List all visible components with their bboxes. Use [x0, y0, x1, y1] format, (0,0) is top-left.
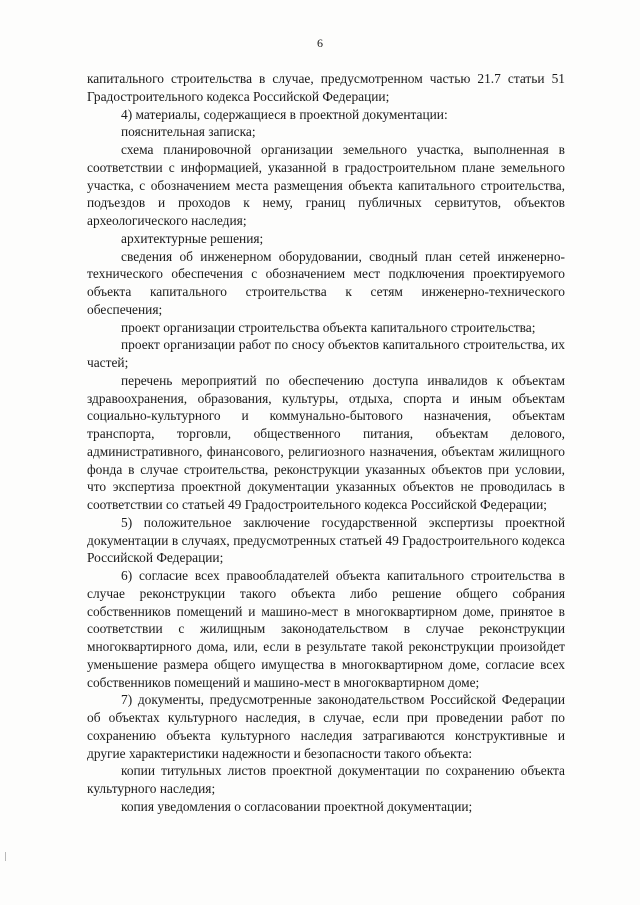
paragraph: проект организации работ по сносу объектов капитального строительства, их частей;	[87, 337, 565, 370]
paragraph: 4) материалы, содержащиеся в проектной документации:	[121, 106, 448, 122]
paragraph: пояснительная записка;	[121, 124, 256, 140]
paragraph: копии титульных листов проектной документации по сохранению объекта культурного наследия;	[87, 763, 565, 796]
paragraph: копия уведомления о согласовании проектной документации;	[121, 798, 473, 814]
paragraph: схема планировочной организации земельного участка, выполненная в соответствии с информацией, указанной в градостроительном плане земельного участка, с обозначением места размещения объекта капитального строительства, подъездов и проходов к нему, границ публичных сервитутов, объектов археологического наследия;	[87, 142, 565, 228]
paragraph: 6) согласие всех правообладателей объекта капитального строительства в случае реконструкции такого объекта либо решение общего собрания собственников помещений и машино-мест в многоквартирном доме, принятое в соответствии с жилищным законодательством в случае реконструкции многоквартирного дома, или, если в результате такой реконструкции произойдет уменьшение размера общего имущества в многоквартирном доме, согласие всех собственников помещений и машино-мест в многоквартирном доме;	[87, 568, 565, 690]
paragraph: проект организации строительства объекта капитального строительства;	[121, 319, 536, 335]
document-body	[87, 70, 565, 816]
paragraph: перечень мероприятий по обеспечению доступа инвалидов к объектам здравоохранения, образования, культуры, отдыха, спорта и иным объектам социально-культурного и коммунально-бытового назначения, объектам транспорта, торговли, общественного питания, объектам делового, административного, финансового, религиозного назначения, объектам жилищного фонда в случае строительства, реконструкции указанных объектов при условии, что экспертиза проектной документации указанных объектов не проводилась в соответствии со статьей 49 Градостроительного кодекса Российской Федерации;	[87, 372, 565, 512]
paragraph: 7) документы, предусмотренные законодательством Российской Федерации об объектах культурного наследия, в случае, если при проведении работ по сохранению объекта культурного наследия затрагиваются конструктивные и другие характеристики надежности и безопасности такого объекта:	[87, 692, 565, 761]
paragraph: сведения об инженерном оборудовании, сводный план сетей инженерно-технического обеспечения с обозначением мест подключения проектируемого объекта капитального строительства к сетям инженерно-технического обеспечения;	[87, 248, 565, 317]
paragraph: 5) положительное заключение государственной экспертизы проектной документации в случаях, предусмотренных статьей 49 Градостроительного кодекса Российской Федерации;	[87, 514, 565, 566]
page-number: 6	[317, 36, 323, 50]
paragraph: капитального строительства в случае, предусмотренном частью 21.7 статьи 51 Градостроительного кодекса Российской Федерации;	[87, 71, 565, 104]
scan-margin-mark	[5, 852, 6, 861]
paragraph: архитектурные решения;	[121, 230, 264, 246]
